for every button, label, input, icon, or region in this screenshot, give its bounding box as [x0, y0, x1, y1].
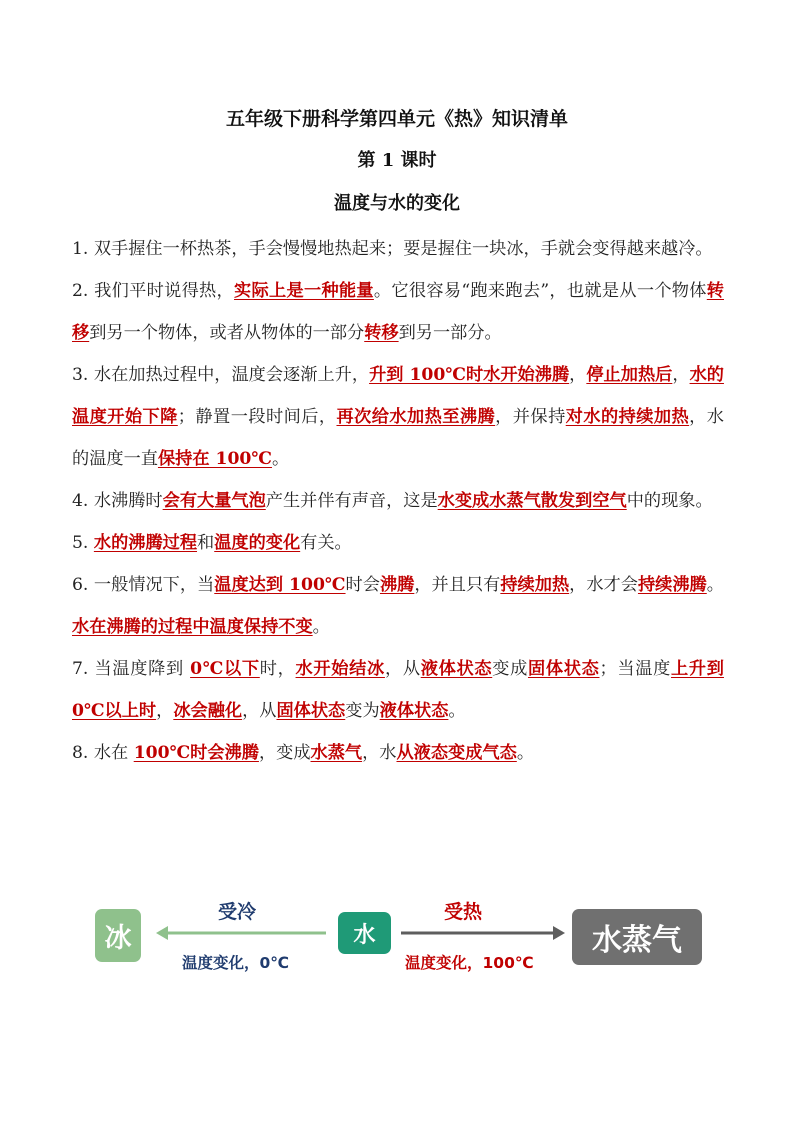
key-point: 再次给水加热至沸腾 — [336, 407, 496, 427]
key-point: 停止加热后 — [586, 365, 673, 385]
key-point: 水在沸腾的过程中温度保持不变 — [72, 617, 313, 637]
item-text: 6. 一般情况下，当 — [72, 575, 215, 595]
key-point: 转移 — [364, 323, 399, 343]
lesson-label: 第 1 课时 — [357, 150, 437, 171]
key-point: 沸腾 — [379, 575, 415, 595]
key-point: 水的沸腾过程 — [93, 533, 198, 553]
item-text: ，水的温度一直 — [72, 407, 724, 469]
key-point: 温度的变化 — [214, 533, 301, 553]
item-text: 和 — [197, 533, 215, 553]
item-text: 。 — [706, 575, 724, 595]
hot-condition: 温度变化，100℃ — [405, 954, 534, 972]
item-text: ，并保持 — [495, 407, 566, 427]
item-text: ，水 — [362, 743, 397, 763]
cold-label: 受冷 — [218, 901, 257, 923]
key-point: 固体状态 — [276, 701, 346, 721]
key-point: 上升到 0℃以上时 — [72, 659, 724, 721]
key-point: 固体状态 — [527, 659, 600, 679]
item-text: 3. 水在加热过程中，温度会逐渐上升， — [72, 365, 370, 385]
key-point: 水的温度开始下降 — [72, 365, 724, 427]
item-text: 时， — [259, 659, 296, 679]
key-point: 液体状态 — [379, 701, 449, 721]
key-point: 液体状态 — [420, 659, 493, 679]
item-text: ， — [569, 365, 587, 385]
key-point: 温度达到 100℃ — [214, 575, 346, 595]
key-point: 水开始结冰 — [295, 659, 385, 679]
key-point: 保持在 100℃ — [157, 449, 272, 469]
item-text: 1. 双手握住一杯热茶，手会慢慢地热起来；要是握住一块冰，手就会变得越来越冷。 — [72, 239, 713, 259]
document-title: 五年级下册科学第四单元《热》知识清单 — [225, 108, 568, 130]
item-text: ，并且只有 — [414, 575, 501, 595]
key-point: 水蒸气 — [310, 743, 363, 763]
item-text: ，从 — [242, 701, 277, 721]
item-text: 4. 水沸腾时 — [72, 491, 163, 511]
key-point: 升到 100℃时水开始沸腾 — [369, 365, 570, 385]
key-point: 100℃时会沸腾 — [133, 743, 259, 763]
item-text: ；当温度 — [599, 659, 672, 679]
item-text: 到另一部分。 — [398, 323, 502, 343]
hot-label: 受热 — [444, 901, 483, 923]
item-text: ；静置一段时间后， — [177, 407, 337, 427]
item-text: 中的现象。 — [626, 491, 713, 511]
item-text: ，从 — [384, 659, 421, 679]
item-text: 5. — [72, 533, 94, 553]
item-text: 。 — [271, 449, 290, 469]
key-point: 实际上是一种能量 — [234, 281, 374, 301]
item-text: 有关。 — [300, 533, 352, 553]
hot-arrowhead — [553, 926, 565, 940]
cold-condition: 温度变化，0℃ — [182, 954, 290, 972]
key-point: 转移 — [72, 281, 724, 343]
water-box: 水 — [338, 912, 391, 954]
item-text: ， — [156, 701, 174, 721]
steam-box: 水蒸气 — [572, 909, 702, 965]
key-point: 从液态变成气态 — [396, 743, 517, 763]
item-text: 。它很容易“跑来跑去”，也就是从一个物体 — [373, 281, 707, 301]
item-text: ， — [672, 365, 690, 385]
key-point: 0℃以下 — [190, 659, 260, 679]
item-text: 变为 — [345, 701, 380, 721]
section-subtitle: 温度与水的变化 — [334, 193, 460, 214]
item-text: 8. 水在 — [72, 743, 134, 763]
item-text: 到另一个物体，或者从物体的一部分 — [89, 323, 365, 343]
item-text: 。 — [448, 701, 466, 721]
item-text: 。 — [516, 743, 535, 763]
ice-box: 冰 — [95, 909, 141, 962]
key-point: 冰会融化 — [173, 701, 243, 721]
item-text: 时会 — [345, 575, 380, 595]
key-point: 水变成水蒸气散发到空气 — [437, 491, 627, 511]
key-point: 持续沸腾 — [637, 575, 707, 595]
key-point: 会有大量气泡 — [162, 491, 266, 511]
key-point: 对水的持续加热 — [565, 407, 690, 427]
item-text: 7. 当温度降到 — [72, 659, 191, 679]
item-text: 。 — [312, 617, 330, 637]
item-text: ，变成 — [258, 743, 311, 763]
item-text: 2. 我们平时说得热， — [72, 281, 235, 301]
item-text: ，水才会 — [569, 575, 638, 595]
key-point: 持续加热 — [500, 575, 570, 595]
item-text: 变成 — [492, 659, 528, 679]
cold-arrowhead — [156, 926, 168, 940]
item-text: 产生并伴有声音，这是 — [265, 491, 438, 511]
